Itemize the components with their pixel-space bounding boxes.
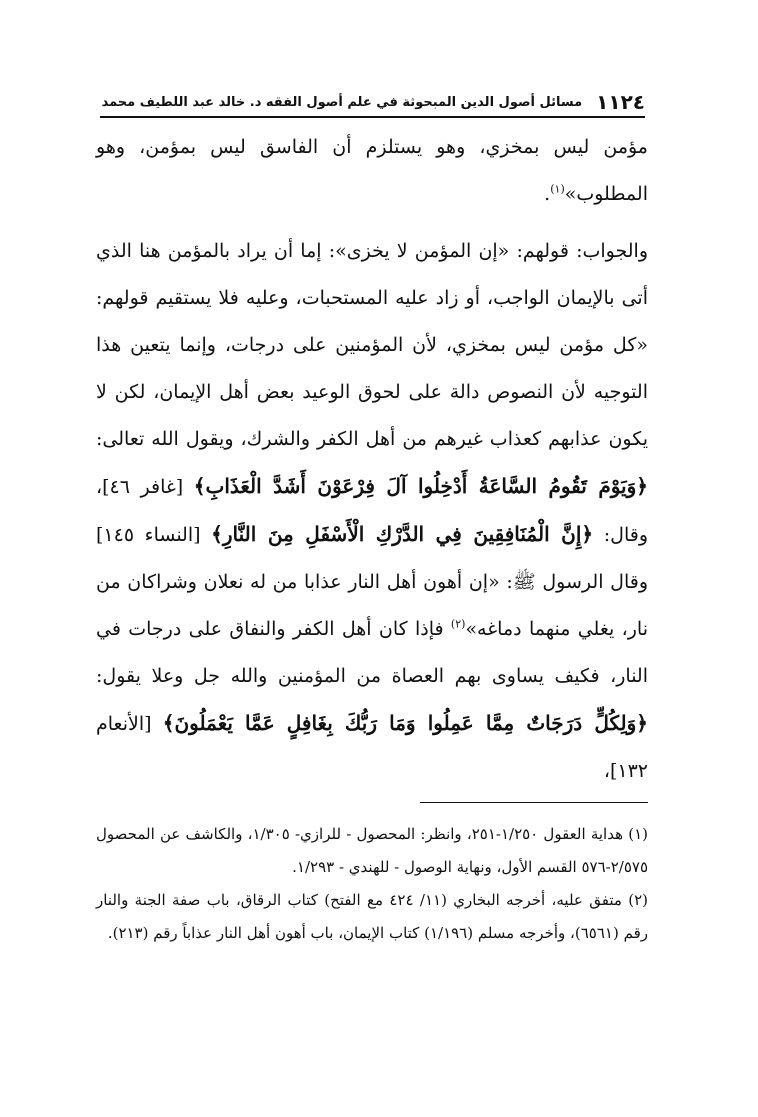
verse-reference-1: [غافر ٤٦]، (96, 476, 184, 498)
footnote-1: (١) هداية العقول ١/٢٥٠-٢٥١، وانظر: المحصول - للرازي- ١/٣٠٥، والكاشف عن المحصول ٢/٥٧٥-٥٧٦ القسم الأول، ونهاية الوصول - للهندي - ١/٢٩٣. (96, 825, 648, 876)
running-head: مسائل أصول الدين المبحوثة في علم أصول الفقه د. خالد عبد اللطيف محمد (101, 95, 583, 110)
page-header (100, 88, 645, 114)
header-rule (100, 116, 645, 118)
paragraph-1 (96, 124, 648, 218)
said-text: وقال: (603, 524, 649, 546)
verse-reference-2: [النساء ١٤٥] (96, 524, 201, 546)
page-number: ١١٢٤ (596, 90, 645, 114)
footnote-separator (420, 802, 648, 803)
paragraph-2-text-c: فإذا كان أهل الكفر والنفاق على درجات في النار، فكيف يساوى بهم العصاة من المؤمنين والله جل وعلا يقول: (96, 618, 648, 687)
paragraph-2 (96, 228, 648, 795)
footnote-2: (٢) متفق عليه، أخرجه البخاري (١١/ ٤٢٤ مع الفتح) كتاب الرقاق، باب صفة الجنة والنار رقم (٦٥٦١)، وأخرجه مسلم (١/١٩٦) كتاب الإيمان، باب أهون أهل النار عذاباً رقم (٢١٣). (96, 891, 649, 942)
quran-verse-2: ﴿إِنَّ الْمُنَافِقِينَ فِي الدَّرْكِ الْأَسْفَلِ مِنَ النَّارِ﴾ (211, 522, 594, 546)
footnotes (96, 818, 648, 950)
quran-verse-3: ﴿وَلِكُلٍّ دَرَجَاتٌ مِمَّا عَمِلُوا وَمَا رَبُّكَ بِغَافِلٍ عَمَّا يَعْمَلُونَ﴾ (162, 711, 648, 735)
paragraph-2-text-a: والجواب: قولهم: «إن المؤمن لا يخزى»: إما أن يراد بالمؤمن هنا الذي أتى بالإيمان الواجب، أو زاد عليه المستحبات، وعليه فلا يستقيم قولهم: «كل مؤمن ليس بمخزي، لأن المؤمنين على درجات، وإنما يتعين هذا التوجيه لأن النصوص دالة على لحوق الوعيد بعض أهل الإيمان، لكن لا يكون عذابهم كعذاب غيرهم من أهل الكفر والشرك، ويقول الله تعالى: (96, 240, 648, 450)
paragraph-1-text: مؤمن ليس بمخزي، وهو يستلزم أن الفاسق ليس بمؤمن، وهو المطلوب» (96, 136, 648, 205)
body-text (96, 124, 648, 795)
footnote-ref-1: (١) (550, 182, 565, 196)
verse-reference-3: [الأنعام ١٣٢]، (96, 713, 648, 782)
paragraph-2-text-b: وقال الرسول ﷺ: «إن أهون أهل النار عذابا من له نعلان وشراكان من نار، يغلي منهما دماغه» (96, 571, 648, 640)
footnote-ref-2: (٢) (450, 617, 466, 631)
quran-verse-1: ﴿وَيَوْمَ تَقُومُ السَّاعَةُ أَدْخِلُوا آلَ فِرْعَوْنَ أَشَدَّ الْعَذَابِ﴾ (193, 474, 648, 498)
paragraph-1-end: . (544, 183, 551, 205)
